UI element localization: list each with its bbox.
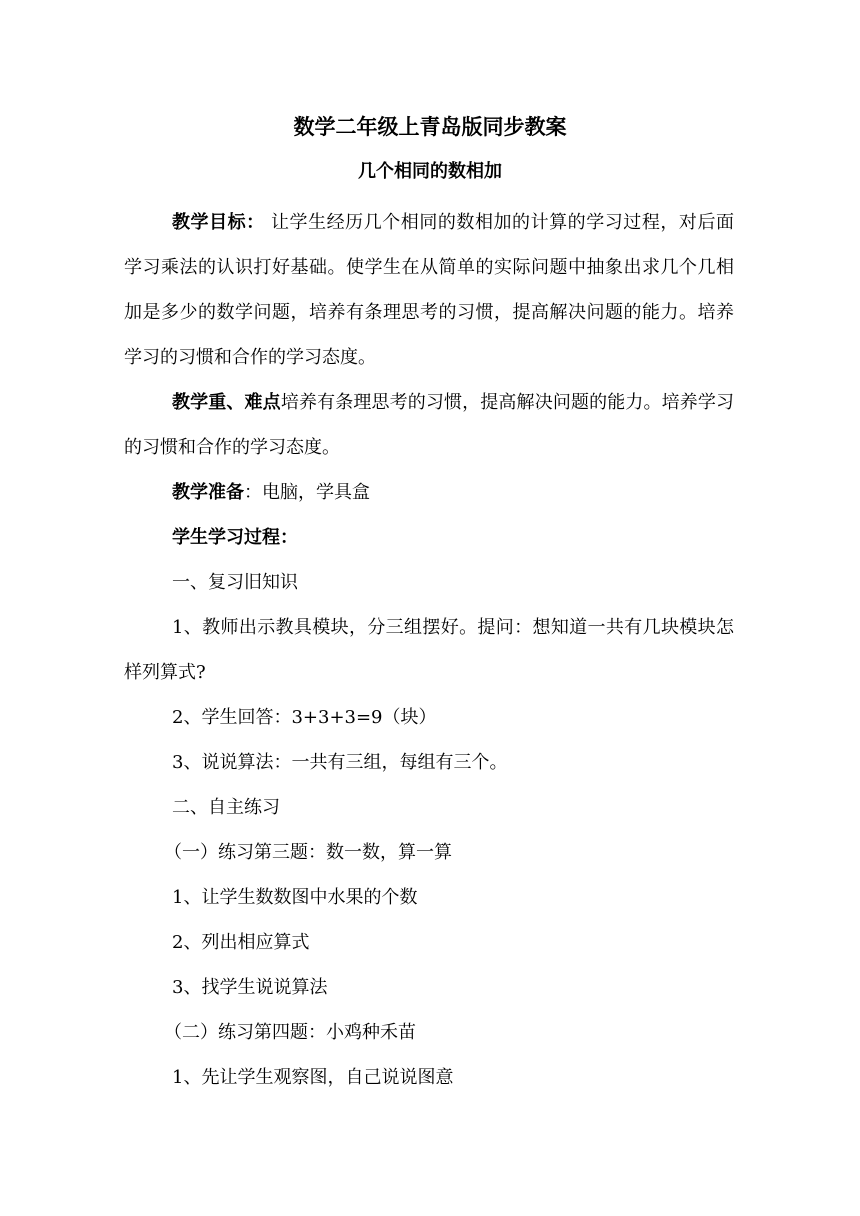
key-points-label-a: 教学重、 [172,392,245,413]
review-step-1: 1、教师出示教具模块，分三组摆好。提问：想知道一共有几块模块怎样列算式? [124,617,734,683]
exercise-4-step-1: 1、先让学生观察图，自己说说图意 [172,1067,454,1088]
objectives-paragraph [124,200,734,380]
preparation-text: ：电脑，学具盒 [244,482,370,503]
objectives-label: 教学目标： [172,212,265,233]
review-step-2: 2、学生回答：3+3+3=9（块） [172,707,437,728]
lesson-subtitle: 几个相同的数相加 [358,161,502,182]
review-step-3: 3、说说算法：一共有三组，每组有三个。 [172,752,508,773]
practice-heading: 二、自主练习 [172,797,280,818]
key-points-label-b: 难点 [244,392,281,413]
objectives-text: 让学生经历几个相同的数相加的计算的学习过程，对后面学习乘法的认识打好基础。使学生在从简单的实际问题中抽象出求几个几相加是多少的数学问题，培养有条理思考的习惯，提高解决问题的能力。培养学习的习惯和合作的学习态度。 [124,212,734,368]
exercise-3-step-3: 3、找学生说说算法 [172,977,328,998]
document-body [124,200,734,1100]
exercise-3-step-1: 1、让学生数数图中水果的个数 [172,887,418,908]
exercise-4-heading: （二）练习第四题：小鸡种禾苗 [164,1022,416,1043]
exercise-3-heading: （一）练习第三题：数一数，算一算 [164,842,452,863]
review-heading: 一、复习旧知识 [172,572,298,593]
process-heading: 学生学习过程： [172,527,298,548]
exercise-3-step-2: 2、列出相应算式 [172,932,310,953]
preparation-label: 教学准备 [172,482,244,503]
document-title: 数学二年级上青岛版同步教案 [293,115,567,139]
key-points-paragraph [124,380,734,470]
preparation-paragraph [124,470,734,515]
key-points-text: 培养有条理思考的习惯，提高解决问题的能力。培养学习的习惯和合作的学习态度。 [124,392,735,458]
